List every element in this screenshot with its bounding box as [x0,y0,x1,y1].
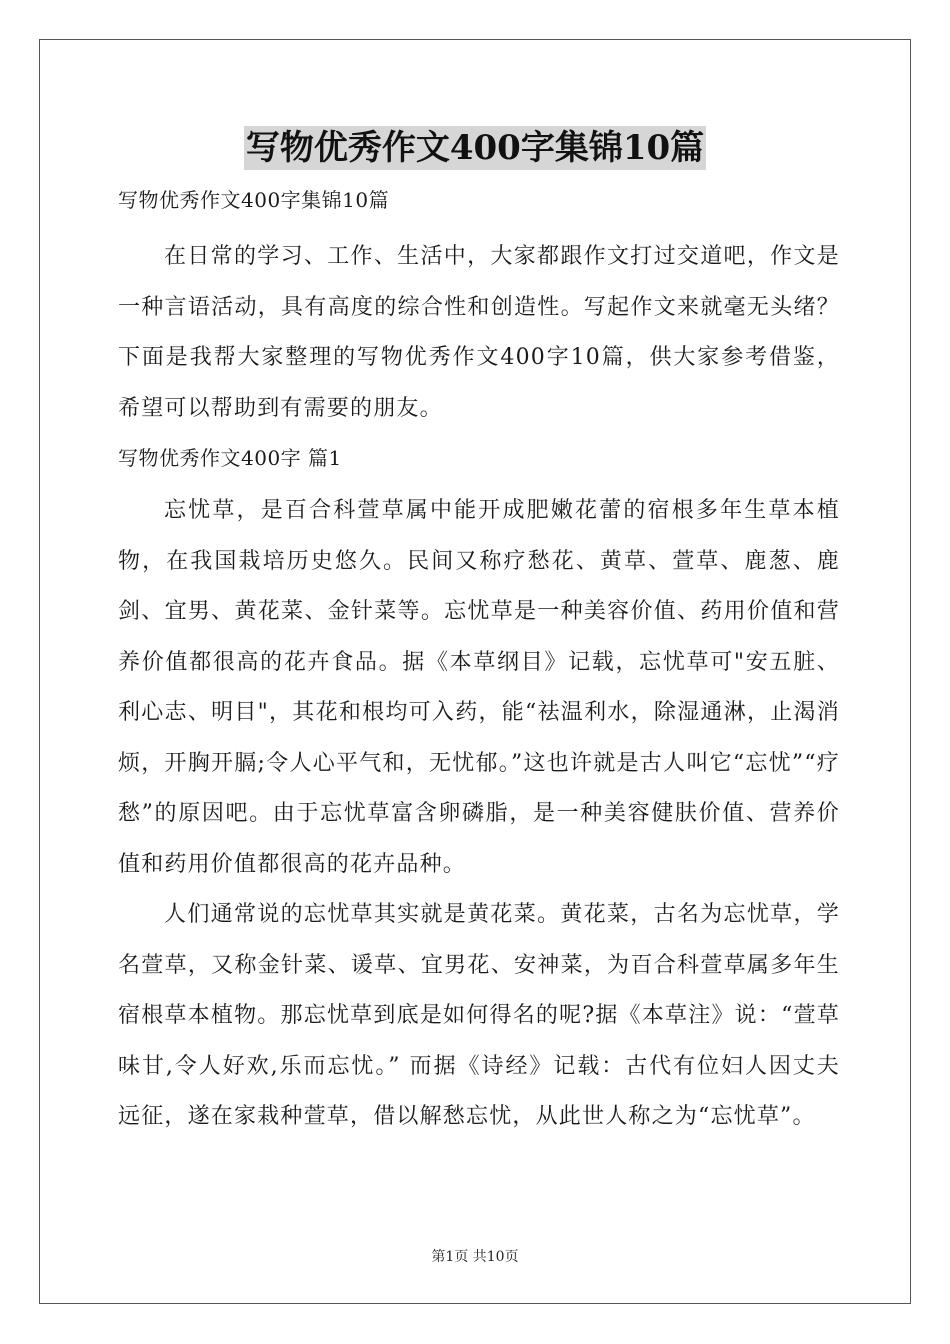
document-subtitle: 写物优秀作文400字集锦10篇 [118,188,390,212]
document-title: 写物优秀作文400字集锦10篇 [245,128,705,168]
intro-paragraph: 在日常的学习、工作、生活中，大家都跟作文打过交道吧，作文是一种言语活动，具有高度的综合性和创造性。写起作文来就毫无头绪？下面是我帮大家整理的写物优秀作文400字10篇，供大家参考借鉴，希望可以帮助到有需要的朋友。 [118,244,840,421]
title-container [0,126,950,170]
page-number: 第1页 共10页 [431,1249,519,1265]
body-paragraph: 忘忧草，是百合科萱草属中能开成肥嫩花蕾的宿根多年生草本植物，在我国栽培历史悠久。民间又称疗愁花、黄草、萱草、鹿葱、鹿剑、宜男、黄花菜、金针菜等。忘忧草是一种美容价值、药用价值和营养价值都很高的花卉食品。据《本草纲目》记载，忘忧草可"安五脏、利心志、明目"，其花和根均可入药，能“祛温利水，除湿通淋，止渴消烦，开胸开膈;令人心平气和，无忧郁。”这也许就是古人叫它“忘忧”“疗愁”的原因吧。由于忘忧草富含卵磷脂，是一种美容健肤价值、营养价值和药用价值都很高的花卉品种。 [118,498,840,877]
page-footer [0,1246,950,1266]
section-heading: 写物优秀作文400字 篇1 [118,446,342,470]
document-body [118,182,840,1143]
body-paragraph: 人们通常说的忘忧草其实就是黄花菜。黄花菜，古名为忘忧草，学名萱草，又称金针菜、谖草、宜男花、安神菜，为百合科萱草属多年生宿根草本植物。那忘忧草到底是如何得名的呢?据《本草注》说：“萱草味甘,令人好欢,乐而忘忧。” 而据《诗经》记载：古代有位妇人因丈夫远征，遂在家栽种萱草，借以解愁忘忧，从此世人称之为“忘忧草”。 [118,902,840,1129]
